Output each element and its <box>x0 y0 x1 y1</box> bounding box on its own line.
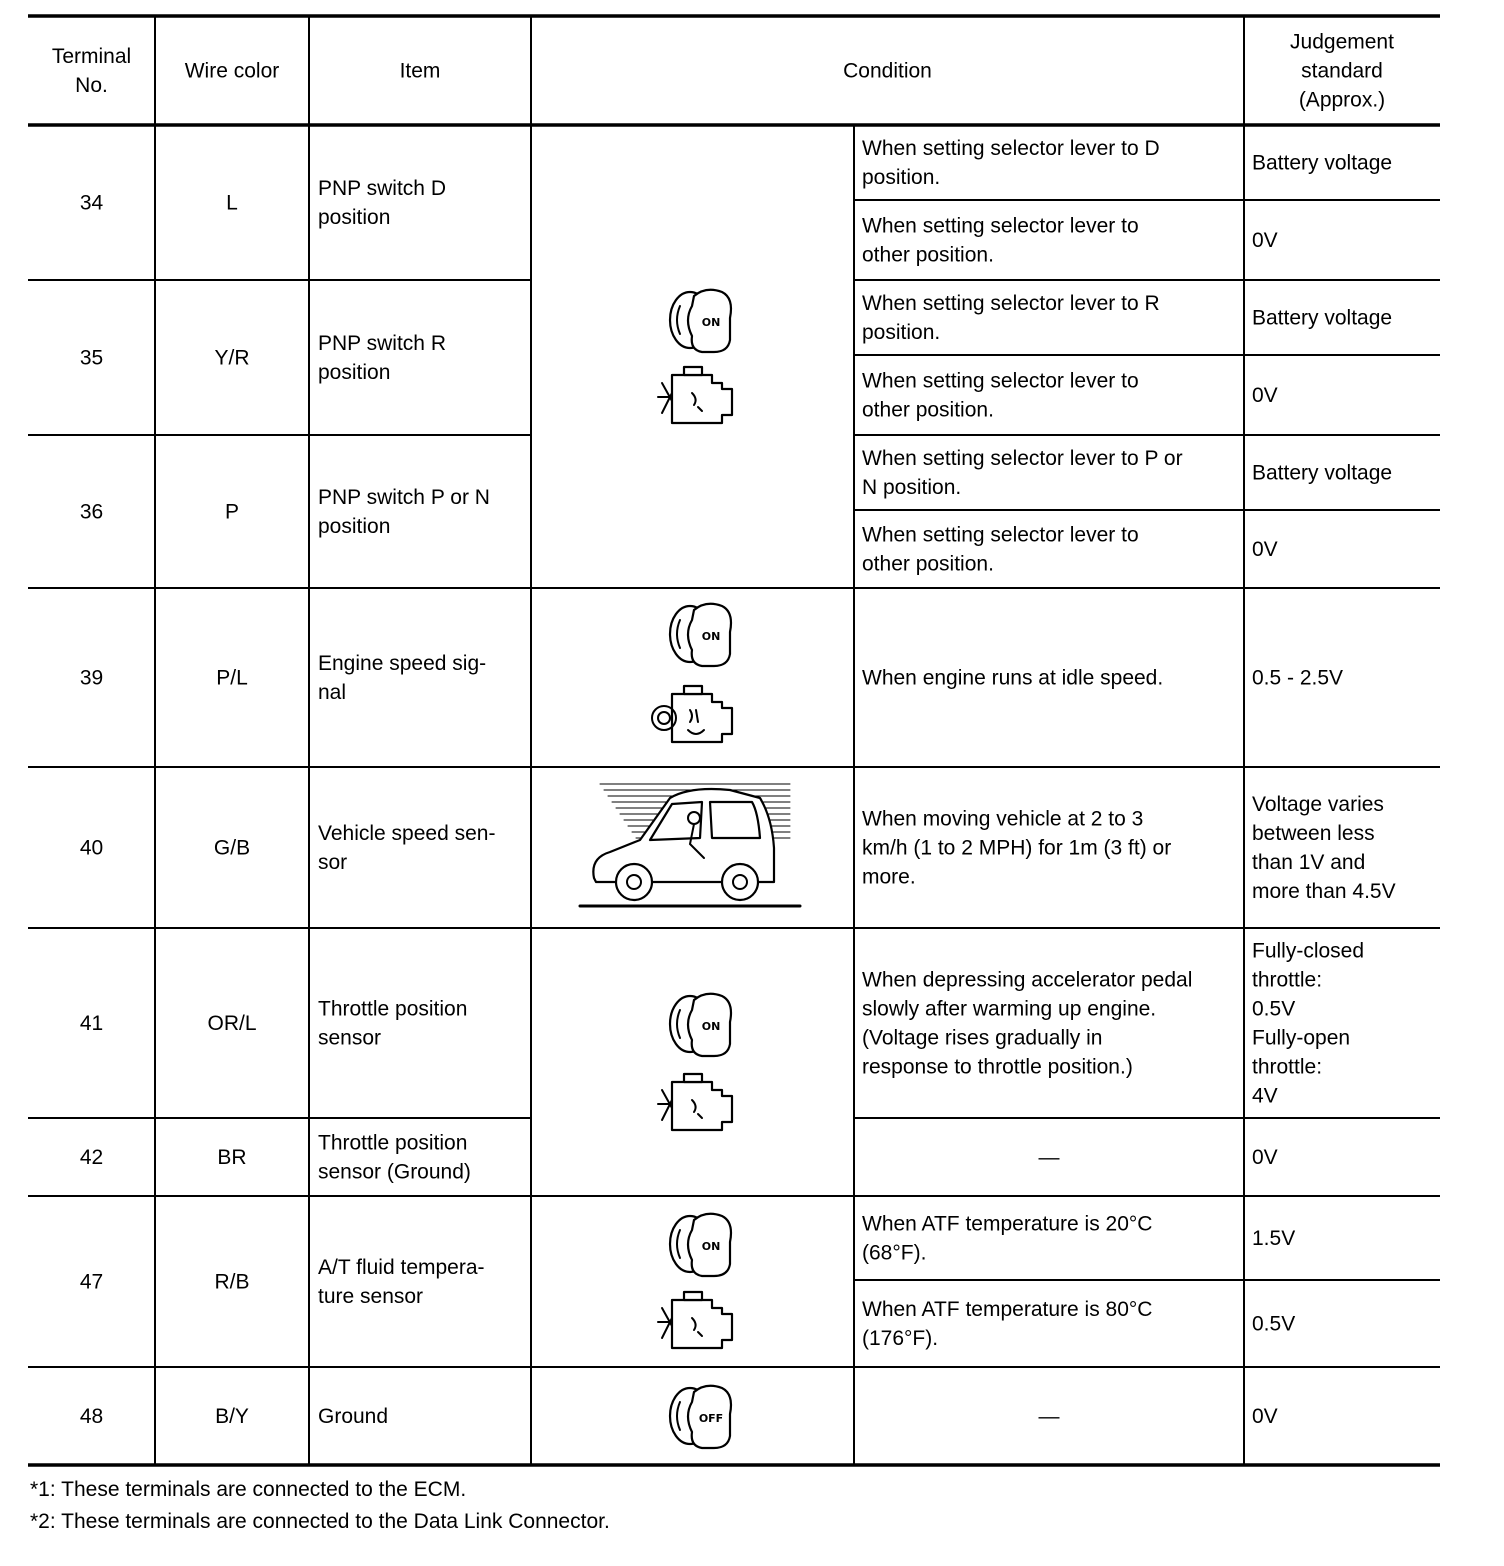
wire-color: BR <box>217 1146 247 1169</box>
condition-text: more. <box>862 865 916 889</box>
condition-text: (68°F). <box>862 1241 927 1265</box>
condition-text: — <box>1038 1146 1060 1169</box>
item-name: Engine speed sig- <box>318 652 487 675</box>
condition-text: When depressing accelerator pedal <box>862 968 1193 992</box>
terminal-no: 40 <box>79 836 104 860</box>
judgement-value: 4V <box>1252 1084 1278 1108</box>
ignition-label: ON <box>701 630 721 643</box>
item-name: position <box>318 515 391 538</box>
wire-color: R/B <box>214 1270 250 1294</box>
condition-text: other position. <box>862 243 994 267</box>
header-wire-color: Wire color <box>184 59 280 83</box>
item-name: PNP switch D <box>318 177 446 200</box>
item-name: PNP switch P or N <box>318 486 490 509</box>
terminal-no: 34 <box>79 191 104 215</box>
condition-text: When setting selector lever to D <box>862 137 1160 160</box>
condition-text: When setting selector lever to <box>862 523 1139 547</box>
terminal-no: 41 <box>79 1012 104 1035</box>
condition-text: other position. <box>862 398 994 422</box>
condition-text: slowly after warming up engine. <box>862 997 1157 1021</box>
wire-color: L <box>226 191 238 215</box>
wire-color: Y/R <box>214 346 250 370</box>
judgement-value: 0.5V <box>1252 997 1296 1021</box>
engine-off-icon <box>658 1074 732 1130</box>
condition-text: response to throttle position.) <box>862 1055 1133 1079</box>
wire-color: G/B <box>213 836 251 860</box>
item-name: sensor <box>318 1026 382 1050</box>
judgement-value: throttle: <box>1252 968 1323 992</box>
terminal-no: 36 <box>79 500 104 524</box>
ignition-on-icon <box>670 604 731 666</box>
footnote-2: *2: These terminals are connected to the Data Link Connector. <box>30 1510 610 1533</box>
wire-color: P <box>224 500 240 524</box>
wire-color: B/Y <box>215 1405 249 1428</box>
item-name: Vehicle speed sen- <box>318 822 496 845</box>
terminal-no: 39 <box>79 666 104 690</box>
terminal-no: 48 <box>79 1405 104 1428</box>
judgement-value: Voltage varies <box>1252 793 1384 816</box>
ignition-label: ON <box>701 316 721 329</box>
item-name: ture sensor <box>318 1285 424 1308</box>
wire-color: P/L <box>216 666 248 690</box>
judgement-value: Battery voltage <box>1252 306 1393 330</box>
item-name: Throttle position <box>318 997 468 1021</box>
moving-vehicle-icon <box>580 784 800 906</box>
condition-text: km/h (1 to 2 MPH) for 1m (3 ft) or <box>862 836 1172 860</box>
item-name: nal <box>318 681 347 704</box>
header-item: Item <box>399 59 441 83</box>
judgement-value: than 1V and <box>1252 851 1366 874</box>
judgement-value: between less <box>1252 822 1375 845</box>
header-judgement: (Approx.) <box>1298 88 1386 112</box>
item-name: sensor (Ground) <box>318 1160 471 1184</box>
ignition-off-icon <box>670 1386 731 1448</box>
header-terminal-no: Terminal <box>51 45 132 68</box>
condition-text: N position. <box>862 476 962 499</box>
header-condition: Condition <box>843 59 932 83</box>
header-terminal-no: No. <box>75 74 108 97</box>
condition-text: When engine runs at idle speed. <box>862 666 1164 690</box>
ignition-label: OFF <box>698 1412 724 1425</box>
condition-text: When moving vehicle at 2 to 3 <box>862 807 1144 831</box>
judgement-value: Battery voltage <box>1252 461 1393 485</box>
condition-text: (176°F). <box>862 1327 939 1350</box>
judgement-value: Battery voltage <box>1252 151 1393 175</box>
judgement-value: Fully-open <box>1252 1026 1351 1050</box>
judgement-value: 0V <box>1252 384 1278 407</box>
condition-text: other position. <box>862 552 994 576</box>
condition-text: When setting selector lever to R <box>862 292 1160 315</box>
judgement-value: Fully-closed <box>1252 939 1365 963</box>
item-name: sor <box>318 851 348 874</box>
judgement-value: 1.5V <box>1252 1227 1296 1250</box>
item-name: position <box>318 361 391 384</box>
condition-text: When setting selector lever to <box>862 369 1139 393</box>
judgement-value: more than 4.5V <box>1252 880 1396 903</box>
terminal-no: 42 <box>79 1146 104 1169</box>
header-judgement: Judgement <box>1290 30 1394 54</box>
item-name: A/T fluid tempera- <box>318 1256 485 1279</box>
judgement-value: 0V <box>1252 538 1278 561</box>
judgement-value: 0V <box>1252 1146 1278 1169</box>
condition-text: position. <box>862 166 941 189</box>
ignition-on-icon <box>670 290 731 352</box>
engine-running-icon <box>652 686 732 742</box>
condition-text: When ATF temperature is 20°C <box>862 1212 1153 1236</box>
engine-off-icon <box>658 367 732 423</box>
condition-text: (Voltage rises gradually in <box>862 1026 1103 1050</box>
ignition-label: ON <box>701 1020 721 1033</box>
header-judgement: standard <box>1301 59 1383 83</box>
judgement-value: 0.5V <box>1252 1312 1296 1336</box>
ignition-label: ON <box>701 1240 721 1253</box>
judgement-value: throttle: <box>1252 1055 1323 1079</box>
condition-text: — <box>1038 1405 1060 1428</box>
item-name: Throttle position <box>318 1131 468 1155</box>
wire-color: OR/L <box>207 1012 257 1035</box>
terminal-no: 35 <box>79 346 104 370</box>
terminal-no: 47 <box>79 1270 104 1294</box>
item-name: PNP switch R <box>318 332 446 355</box>
condition-text: position. <box>862 321 941 344</box>
condition-text: When setting selector lever to <box>862 214 1139 238</box>
judgement-value: 0V <box>1252 1405 1278 1428</box>
item-name: position <box>318 206 391 229</box>
judgement-value: 0.5 - 2.5V <box>1252 666 1344 690</box>
engine-off-icon <box>658 1292 732 1348</box>
judgement-value: 0V <box>1252 229 1278 252</box>
footnote-1: *1: These terminals are connected to the ECM. <box>30 1478 467 1501</box>
ignition-on-icon <box>670 1214 731 1276</box>
condition-text: When setting selector lever to P or <box>862 447 1183 470</box>
condition-text: When ATF temperature is 80°C <box>862 1298 1153 1321</box>
item-name: Ground <box>318 1405 389 1428</box>
ignition-on-icon <box>670 994 731 1056</box>
